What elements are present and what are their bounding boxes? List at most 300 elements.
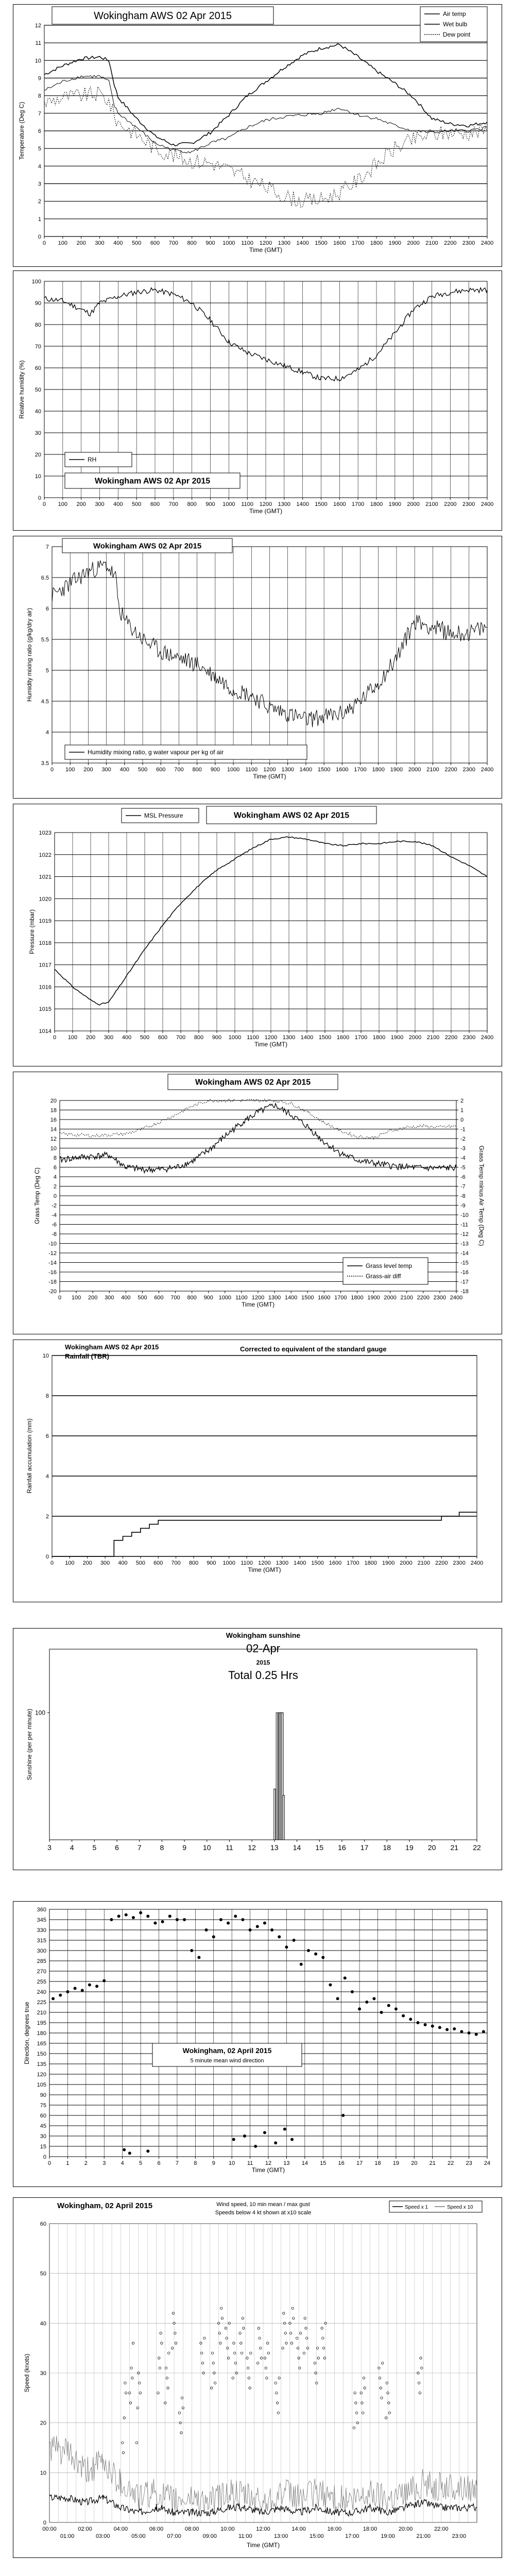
- x-tick-label: 03:00: [95, 2533, 110, 2539]
- x-tick-label: 400: [122, 1035, 132, 1041]
- y-tick-label: 10: [42, 1353, 49, 1359]
- sunshine-bar: [276, 1713, 278, 1840]
- x-tick-label: 10:00: [220, 2526, 235, 2532]
- x-tick-label: 1400: [300, 1035, 314, 1041]
- y-tick-label: 5: [38, 146, 41, 152]
- y-tick-label: 10: [40, 2470, 46, 2477]
- y-tick-label: 11: [35, 40, 41, 47]
- x-tick-label: 1600: [333, 240, 346, 246]
- y-tick-label: 1018: [39, 940, 52, 946]
- x-tick-label: 1300: [268, 1295, 281, 1301]
- y-tick-label: -16: [48, 1269, 57, 1276]
- wind-direction-point: [256, 1925, 259, 1928]
- x-tick-label: 2000: [407, 501, 420, 507]
- wind-direction-point: [234, 1914, 237, 1918]
- y-tick-label: 90: [40, 2092, 46, 2098]
- x-tick-label: 300: [104, 1035, 114, 1041]
- wind-direction-point: [453, 2027, 456, 2030]
- x-tick-label: 22: [473, 1843, 481, 1852]
- wind-direction-point: [482, 2030, 485, 2033]
- wind-direction-point: [351, 1990, 354, 1993]
- x-tick-label: 100: [65, 1560, 75, 1566]
- x-tick-label: 600: [154, 1295, 164, 1301]
- x-tick-label: 18:00: [363, 2526, 377, 2532]
- wind-direction-point: [88, 1984, 91, 1987]
- wind-direction-point: [270, 1928, 273, 1931]
- wind-direction-point: [227, 1922, 230, 1925]
- wind-direction-point: [468, 2031, 471, 2035]
- legend-label: Speed x 10: [447, 2205, 473, 2210]
- legend-label: Wet bulb: [443, 21, 468, 28]
- x-tick-label: 1300: [276, 1560, 289, 1566]
- x-tick-label: 13:00: [273, 2533, 288, 2539]
- x-tick-label: 1100: [247, 1035, 259, 1041]
- x-tick-label: 8: [160, 1843, 164, 1852]
- x-tick-label: 2400: [450, 1295, 463, 1301]
- y2-tick-label: -15: [460, 1260, 469, 1266]
- x-tick-label: 700: [170, 1295, 180, 1301]
- y2-tick-label: -16: [460, 1269, 469, 1276]
- x-tick-label: 16:00: [327, 2526, 342, 2532]
- y-tick-label: 100: [31, 279, 41, 285]
- y-tick-label: 1014: [39, 1028, 52, 1035]
- x-axis-label: Time (GMT): [241, 1301, 275, 1308]
- x-tick-label: 23:00: [452, 2533, 467, 2539]
- x-tick-label: 700: [168, 240, 179, 246]
- y-axis-label: Temperature (Deg C): [18, 101, 25, 160]
- x-tick-label: 2400: [480, 501, 494, 507]
- wind-direction-point: [132, 1916, 135, 1919]
- y-tick-label: -12: [48, 1250, 57, 1257]
- x-tick-label: 21: [450, 1843, 459, 1852]
- wind-direction-point: [321, 1956, 324, 1959]
- y-tick-label: 4: [38, 163, 41, 170]
- x-tick-label: 1200: [263, 767, 276, 773]
- x-tick-label: 1000: [218, 1295, 232, 1301]
- x-axis-label: Time (GMT): [248, 1566, 281, 1573]
- y-tick-label: -14: [48, 1260, 57, 1266]
- y-tick-label: 270: [37, 1969, 46, 1975]
- wind-direction-point: [307, 1949, 310, 1952]
- y-tick-label: 10: [35, 473, 41, 480]
- wind-direction-point: [263, 2131, 266, 2134]
- wind-direction-point: [176, 1918, 179, 1921]
- chart-title: Wokingham AWS 02 Apr 2015: [93, 541, 202, 551]
- x-tick-label: 19:00: [381, 2533, 395, 2539]
- chart-title: Wokingham AWS 02 Apr 2015: [195, 1078, 311, 1087]
- y2-tick-label: 0: [460, 1117, 464, 1123]
- x-tick-label: 800: [187, 501, 197, 507]
- x-tick-label: 700: [176, 1035, 186, 1041]
- wind-direction-point: [475, 2033, 478, 2036]
- y2-tick-label: -3: [460, 1145, 466, 1152]
- x-tick-label: 1500: [315, 240, 328, 246]
- x-tick-label: 12:00: [256, 2526, 270, 2532]
- x-tick-label: 900: [212, 1035, 222, 1041]
- x-tick-label: 500: [140, 1035, 150, 1041]
- y-tick-label: 0: [43, 2154, 46, 2160]
- wind-direction-point: [205, 1928, 208, 1931]
- x-tick-label: 08:00: [184, 2526, 199, 2532]
- x-tick-label: 700: [171, 1560, 181, 1566]
- x-tick-label: 0: [47, 2160, 52, 2166]
- x-tick-label: 1200: [259, 240, 272, 246]
- y-tick-label: 30: [40, 2133, 46, 2140]
- y-tick-label: 1: [38, 216, 41, 223]
- x-tick-label: 900: [207, 1560, 216, 1566]
- y-tick-label: 240: [37, 1989, 46, 1995]
- chart-subtitle: 5 minute mean wind direction: [190, 2058, 264, 2064]
- rainfall-chart: [13, 1340, 502, 1602]
- x-tick-label: 4: [121, 2160, 124, 2166]
- x-tick-label: 2000: [408, 767, 421, 773]
- y-tick-label: 255: [37, 1979, 46, 1985]
- x-tick-label: 4: [70, 1843, 74, 1852]
- x-tick-label: 600: [150, 501, 160, 507]
- y-tick-label: 40: [35, 409, 41, 415]
- x-tick-label: 2200: [417, 1295, 430, 1301]
- pressure-chart: [13, 804, 502, 1066]
- x-tick-label: 1900: [367, 1295, 380, 1301]
- x-tick-label: 2000: [400, 1560, 413, 1566]
- x-tick-label: 2100: [417, 1560, 431, 1566]
- chart-title: Wokingham, 02 April 2015: [182, 2046, 272, 2055]
- x-tick-label: 1700: [347, 1560, 359, 1566]
- x-tick-label: 3: [47, 1843, 52, 1852]
- wind-direction-point: [128, 2151, 131, 2155]
- x-tick-label: 7: [175, 2160, 179, 2166]
- y-axis-label: Sunshine (per per minute): [26, 1708, 33, 1781]
- wind-direction-point: [283, 2128, 286, 2131]
- y-tick-label: 0: [38, 495, 41, 501]
- y2-tick-label: -4: [460, 1155, 466, 1161]
- x-tick-label: 600: [153, 1560, 163, 1566]
- legend-label: Speed x 1: [405, 2205, 428, 2210]
- x-tick-label: 200: [85, 1035, 96, 1041]
- x-tick-label: 100: [71, 1295, 81, 1301]
- wind-direction-point: [66, 1990, 69, 1993]
- y-tick-label: 1020: [39, 896, 52, 903]
- y-tick-label: 6: [45, 1433, 49, 1439]
- x-tick-label: 800: [187, 1295, 197, 1301]
- x-tick-label: 0: [42, 240, 46, 246]
- x-tick-label: 19: [392, 2160, 400, 2166]
- x-tick-label: 1700: [354, 767, 367, 773]
- x-tick-label: 200: [82, 1560, 92, 1566]
- x-tick-label: 400: [119, 767, 130, 773]
- wind-direction-point: [243, 2134, 246, 2138]
- y-tick-label: 120: [37, 2072, 46, 2078]
- x-tick-label: 1800: [372, 1035, 386, 1041]
- y-tick-label: 225: [37, 1999, 46, 2006]
- legend-label: Dew point: [443, 31, 471, 38]
- wind-direction-point: [394, 2007, 398, 2010]
- y2-tick-label: 1: [460, 1107, 464, 1114]
- y-axis-label: Grass Temp (Deg C): [33, 1167, 41, 1224]
- y-tick-label: -4: [52, 1212, 57, 1218]
- x-tick-label: 100: [65, 767, 75, 773]
- y-tick-label: 45: [40, 2123, 46, 2129]
- y-tick-label: 1021: [39, 874, 52, 880]
- x-tick-label: 22:00: [434, 2526, 449, 2532]
- x-tick-label: 1500: [317, 767, 331, 773]
- chart-title: Wokingham AWS 02 Apr 2015: [94, 10, 232, 22]
- legend-label: Air temp: [443, 10, 466, 18]
- x-tick-label: 8: [194, 2160, 197, 2166]
- x-tick-label: 200: [76, 240, 86, 246]
- x-tick-label: 1100: [241, 240, 253, 246]
- wind-direction-point: [197, 1956, 200, 1959]
- x-tick-label: 2000: [384, 1295, 397, 1301]
- temperature-chart: [13, 5, 502, 266]
- x-tick-label: 200: [83, 767, 93, 773]
- x-tick-label: 15:00: [309, 2533, 324, 2539]
- y-tick-label: 1017: [39, 962, 52, 969]
- x-tick-label: 2400: [480, 240, 494, 246]
- x-tick-label: 20: [411, 2160, 418, 2166]
- x-tick-label: 1500: [315, 501, 328, 507]
- x-tick-label: 500: [135, 1560, 146, 1566]
- x-tick-label: 19: [405, 1843, 414, 1852]
- x-tick-label: 5: [139, 2160, 143, 2166]
- wind-direction-point: [59, 1994, 62, 1997]
- x-tick-label: 2300: [433, 1295, 447, 1301]
- x-tick-label: 01:00: [60, 2533, 75, 2539]
- wind-direction-point: [263, 1922, 266, 1925]
- x-tick-label: 1500: [318, 1035, 332, 1041]
- legend-label: Humidity mixing ratio, g water vapour per kg of air: [88, 749, 224, 756]
- x-tick-label: 1100: [245, 767, 258, 773]
- y-tick-label: 15: [40, 2144, 46, 2150]
- chart-panel-sunshine: [13, 1628, 502, 1870]
- y-tick-label: -8: [52, 1231, 57, 1238]
- y2-tick-label: -18: [460, 1289, 469, 1295]
- x-tick-label: 100: [67, 1035, 78, 1041]
- x-tick-label: 1000: [222, 240, 235, 246]
- wind-direction-point: [424, 2023, 427, 2026]
- wind-direction-point: [219, 1918, 222, 1921]
- chart-title: Wokingham AWS 02 Apr 2015: [233, 811, 350, 820]
- x-tick-label: 11:00: [238, 2533, 252, 2539]
- x-tick-label: 1200: [264, 1035, 278, 1041]
- y-axis-label: Pressure (mbar): [28, 909, 36, 954]
- x-tick-label: 0: [53, 1035, 57, 1041]
- x-tick-label: 1700: [351, 501, 365, 507]
- sunshine-chart: [13, 1629, 502, 1870]
- wind-direction-point: [52, 1997, 55, 2000]
- y-tick-label: -6: [52, 1222, 57, 1228]
- wind-direction-point: [139, 1911, 142, 1914]
- x-tick-label: 22: [448, 2160, 454, 2166]
- chart-panel-wind-direction: [13, 1901, 502, 2187]
- y-tick-label: 20: [40, 2420, 46, 2427]
- wind-direction-point: [358, 2007, 361, 2010]
- chart-title: Wokingham AWS 02 Apr 2015: [65, 1343, 159, 1351]
- wind-direction-point: [431, 2025, 434, 2028]
- x-tick-label: 1100: [241, 501, 253, 507]
- x-tick-label: 1800: [351, 1295, 364, 1301]
- wind-direction-point: [274, 2141, 277, 2144]
- x-tick-label: 20: [427, 1843, 436, 1852]
- x-tick-label: 200: [76, 501, 86, 507]
- wind-direction-point: [168, 1914, 171, 1918]
- x-tick-label: 1900: [388, 501, 402, 507]
- x-tick-label: 0: [58, 1295, 62, 1301]
- x-tick-label: 10: [229, 2160, 235, 2166]
- chart-title: Wokingham, 02 April 2015: [57, 2201, 153, 2210]
- x-tick-label: 04:00: [113, 2526, 128, 2532]
- x-tick-label: 900: [203, 1295, 213, 1301]
- x-tick-label: 700: [174, 767, 184, 773]
- y-tick-label: 1016: [39, 984, 52, 991]
- x-tick-label: 7: [137, 1843, 142, 1852]
- chart-title: Wokingham AWS 02 Apr 2015: [94, 477, 211, 486]
- wind-direction-point: [336, 1997, 339, 2000]
- x-axis-label: Time (GMT): [246, 2541, 280, 2549]
- x-tick-label: 12: [265, 2160, 272, 2166]
- y-tick-label: 0: [43, 2520, 46, 2526]
- wind-direction-point: [117, 1914, 121, 1918]
- wind-direction-point: [232, 2138, 235, 2141]
- chart-title: Wokingham sunshine: [226, 1631, 301, 1639]
- y-tick-label: 10: [50, 1145, 57, 1152]
- x-tick-label: 2300: [462, 1035, 476, 1041]
- chart-annotation: Corrected to equivalent of the standard gauge: [240, 1345, 387, 1353]
- y-tick-label: 90: [35, 300, 41, 307]
- x-tick-label: 3: [102, 2160, 106, 2166]
- y-tick-label: 180: [37, 2030, 46, 2037]
- chart-panel-wind-speed: [13, 2197, 502, 2558]
- y-tick-label: 195: [37, 2020, 46, 2026]
- x-tick-label: 300: [95, 501, 105, 507]
- x-tick-label: 1300: [278, 240, 291, 246]
- y-tick-label: 345: [37, 1917, 46, 1923]
- wind-direction-point: [285, 1945, 288, 1948]
- y-tick-label: 6: [45, 606, 49, 612]
- y2-tick-label: -12: [460, 1231, 469, 1238]
- y-tick-label: 9: [38, 75, 41, 82]
- x-tick-label: 2300: [462, 501, 475, 507]
- y-tick-label: 8: [38, 93, 41, 99]
- x-tick-label: 11: [247, 2160, 253, 2166]
- wind-direction-point: [190, 1949, 193, 1952]
- x-tick-label: 2100: [426, 1035, 440, 1041]
- y-tick-label: 7: [45, 544, 49, 550]
- wind-direction-point: [329, 1984, 332, 1987]
- y-tick-label: 1019: [39, 918, 52, 925]
- x-tick-label: 1900: [390, 767, 403, 773]
- x-tick-label: 2200: [444, 240, 457, 246]
- wind-direction-point: [409, 2018, 412, 2021]
- x-tick-label: 06:00: [149, 2526, 164, 2532]
- x-tick-label: 800: [192, 767, 202, 773]
- y-tick-label: 70: [35, 344, 41, 350]
- x-tick-label: 1000: [222, 1560, 235, 1566]
- y-tick-label: 1015: [39, 1006, 52, 1013]
- x-axis-label: Time (GMT): [253, 773, 286, 780]
- mixing-ratio-chart: [13, 536, 502, 798]
- y-tick-label: 135: [37, 2061, 46, 2067]
- x-tick-label: 700: [168, 501, 179, 507]
- y-tick-label: 300: [37, 1948, 46, 1954]
- x-tick-label: 0: [42, 501, 46, 507]
- wind-direction-point: [212, 1935, 215, 1938]
- x-tick-label: 14: [293, 1843, 301, 1852]
- x-tick-label: 1300: [282, 1035, 296, 1041]
- wind-direction-point: [380, 2011, 383, 2014]
- x-tick-label: 21:00: [416, 2533, 431, 2539]
- y-tick-label: -2: [52, 1202, 57, 1209]
- y-tick-label: 20: [35, 452, 41, 458]
- y-tick-label: 150: [37, 2051, 46, 2057]
- x-tick-label: 9: [212, 2160, 215, 2166]
- x-tick-label: 24: [484, 2160, 491, 2166]
- x-tick-label: 16: [338, 1843, 346, 1852]
- wind-direction-point: [438, 2026, 441, 2029]
- x-tick-label: 800: [194, 1035, 204, 1041]
- chart-total: Total 0.25 Hrs: [228, 1669, 298, 1682]
- wind-direction-point: [241, 1918, 244, 1921]
- legend-box: [343, 1258, 428, 1284]
- y2-tick-label: -17: [460, 1279, 469, 1285]
- y-tick-label: 4: [45, 730, 49, 736]
- x-tick-label: 1100: [235, 1295, 248, 1301]
- x-tick-label: 600: [150, 240, 160, 246]
- x-tick-label: 1800: [372, 767, 385, 773]
- y-tick-label: 3.5: [41, 760, 49, 767]
- x-tick-label: 100: [58, 501, 68, 507]
- x-tick-label: 500: [131, 501, 142, 507]
- y-tick-label: 20: [50, 1098, 57, 1104]
- wind-direction-point: [341, 2114, 345, 2117]
- y-tick-label: 2: [53, 1183, 57, 1190]
- x-tick-label: 23: [466, 2160, 472, 2166]
- x-tick-label: 1200: [259, 501, 272, 507]
- y-tick-label: 5.5: [41, 637, 49, 643]
- x-tick-label: 400: [113, 240, 123, 246]
- y-tick-label: 210: [37, 2010, 46, 2016]
- x-tick-label: 800: [188, 1560, 199, 1566]
- x-tick-label: 300: [101, 767, 111, 773]
- x-tick-label: 2000: [407, 240, 420, 246]
- x-tick-label: 1600: [336, 767, 349, 773]
- x-tick-label: 1100: [241, 1560, 253, 1566]
- y-tick-label: 0: [45, 1554, 49, 1560]
- x-tick-label: 20:00: [398, 2526, 413, 2532]
- y-tick-label: 8: [53, 1155, 57, 1161]
- x-tick-label: 1600: [329, 1560, 342, 1566]
- y-tick-label: 12: [50, 1136, 57, 1142]
- grass-temp-chart: [13, 1072, 502, 1334]
- wind-direction-point: [460, 2030, 463, 2033]
- wind-direction-point: [161, 1920, 164, 1923]
- x-tick-label: 1600: [318, 1295, 331, 1301]
- y2-tick-label: -2: [460, 1136, 466, 1142]
- x-tick-label: 0: [50, 767, 54, 773]
- x-tick-label: 500: [131, 240, 142, 246]
- y-tick-label: 100: [35, 1709, 45, 1717]
- x-tick-label: 2: [84, 2160, 88, 2166]
- y-tick-label: 315: [37, 1938, 46, 1944]
- chart-panel-grass-temp: [13, 1072, 502, 1334]
- x-tick-label: 900: [205, 501, 215, 507]
- x-tick-label: 18: [374, 2160, 381, 2166]
- x-tick-label: 1500: [301, 1295, 314, 1301]
- x-tick-label: 100: [58, 240, 68, 246]
- x-tick-label: 2100: [425, 501, 438, 507]
- x-tick-label: 1000: [227, 767, 240, 773]
- x-tick-label: 6: [157, 2160, 161, 2166]
